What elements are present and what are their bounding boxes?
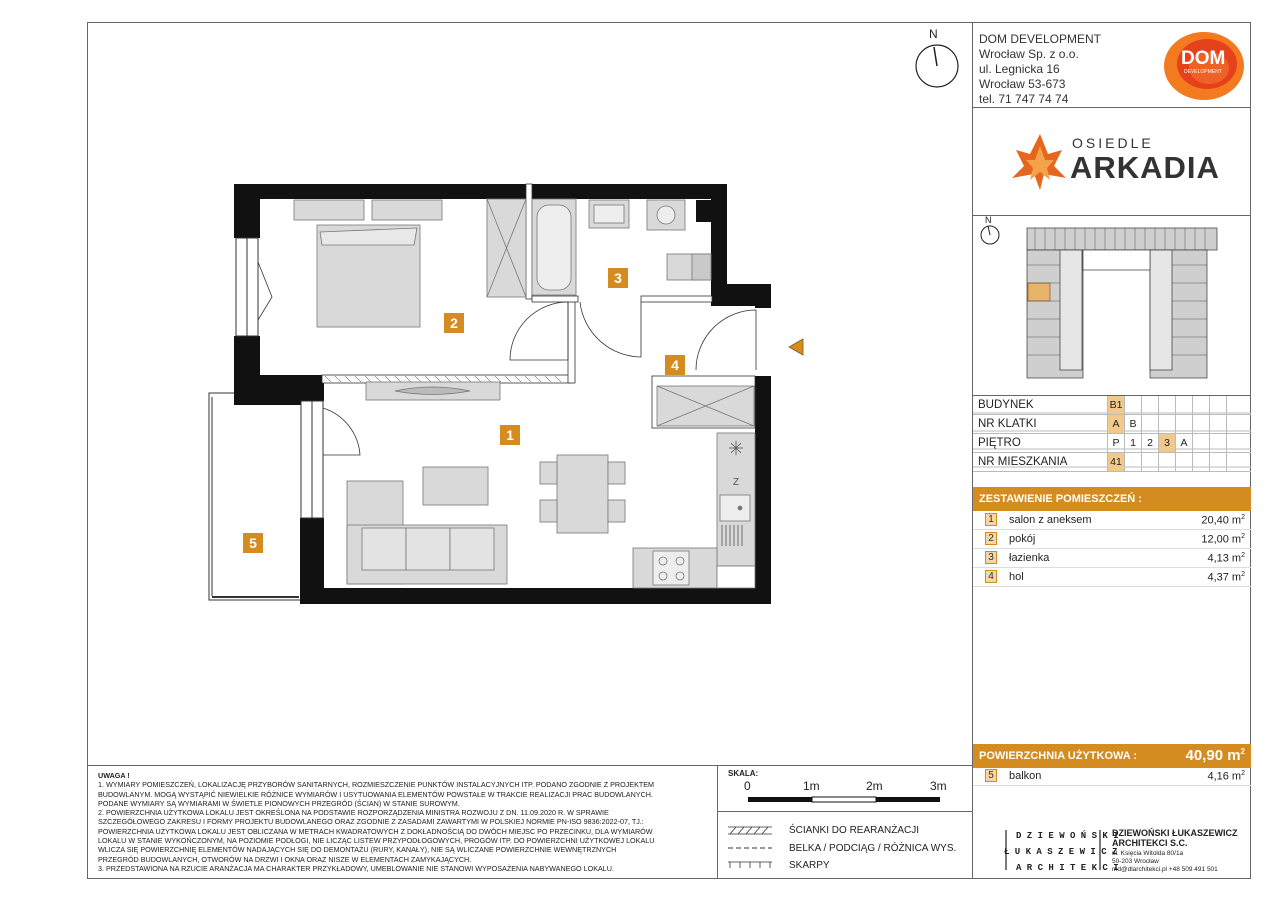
compass-icon	[916, 45, 958, 87]
room-name: pokój	[1009, 533, 1036, 545]
developer-city: Wrocław 53-673	[979, 77, 1066, 91]
room-name: łazienka	[1009, 552, 1050, 564]
architects-address-line: 50-203 Wrocław	[1112, 858, 1159, 865]
note-line: LOKALU W STANIE WYKOŃCZONYM, NA POZIOMIE PODŁOGI, NIE LICZĄC LISTEW PRZYPODŁOGOWYCH, PROGÓW ITP. DO POWIERZCHNI UŻYTKOWEJ LOKALU	[98, 836, 655, 846]
note-line: POWIERZCHNIA UŻYTKOWA LOKALU JEST OBLICZANA W METRACH KWADRATOWYCH Z DOKŁADNOŚCIĄ DO DWÓCH MIEJSC PO PRZECINKU, DLA WYMIARÓW	[98, 826, 653, 836]
property-cell	[1175, 415, 1192, 433]
room-area: 4,37 $m^2$	[1207, 571, 1245, 584]
room-badge-1: 1	[500, 425, 520, 445]
note-line: BUDOWLANYM. MOGĄ WYSTĄPIĆ NIEWIELKIE RÓŻNICE WYMIARÓW I USYTUOWANIA ELEMENTÓW POWSTAŁE W TRAKCIE REALIZACJI PRAC BUDOWLANYCH.	[98, 789, 653, 799]
architects-logo-line-3: A R C H I T E K C I	[1016, 863, 1119, 873]
property-row-budynek	[973, 396, 1251, 415]
property-cell	[1192, 415, 1209, 433]
room-name: hol	[1009, 571, 1024, 583]
property-cell: 1	[1124, 434, 1141, 452]
legend-label: ŚCIANKI DO REARANŻACJI	[789, 825, 920, 836]
room-number: 3	[985, 551, 997, 564]
project-logo	[1010, 132, 1220, 192]
property-cell	[1158, 453, 1175, 471]
property-cell: 3	[1158, 434, 1175, 452]
property-cell	[1141, 415, 1158, 433]
note-line: 1. WYMIARY POMIESZCZEŃ, LOKALIZACJĘ PRZYBORÓW SANITARNYCH, ROZMIESZCZENIE PUNKTÓW INSTALACYJNYCH ITP. PODANO ZGODNIE Z PROJEKTEM	[98, 780, 655, 790]
window-swing	[258, 262, 272, 320]
developer-phone: tel. 71 747 74 74	[979, 92, 1069, 106]
legend-tick-icon	[728, 862, 772, 868]
window	[236, 238, 258, 336]
scale-tick: 3m	[930, 779, 947, 793]
note-line: SZCZEGÓŁOWEGO ZAKRESU I FORMY PROJEKTU BUDOWLANEGO ORAZ ZGODNIE Z ZASADAMI ZAWARTYMI W POLSKIEJ NORMIE PN-ISO 9836:2022-07, TJ.:	[98, 817, 644, 827]
room-number: 2	[985, 532, 997, 545]
property-cell: 41	[1107, 453, 1124, 471]
property-cell	[1175, 453, 1192, 471]
developer-info	[979, 32, 1101, 107]
room-badge-4: 4	[665, 355, 685, 375]
property-cell: B	[1124, 415, 1141, 433]
property-cell: A	[1107, 415, 1124, 433]
property-cell: B1	[1107, 396, 1124, 414]
property-cell	[1192, 434, 1209, 452]
property-cell	[1226, 434, 1243, 452]
scale-title: SKALA:	[728, 769, 759, 778]
architects-logo-line-2: Ł U K A S Z E W I C Z	[1004, 847, 1118, 857]
property-label: BUDYNEK	[978, 399, 1034, 411]
rooms-summary	[973, 511, 1251, 587]
architects-address-line: md@dlarchitekci.pl +48 509 491 501	[1112, 866, 1218, 873]
property-cell	[1158, 415, 1175, 433]
balcony-door	[301, 401, 323, 518]
svg-text:Z: Z	[732, 477, 740, 488]
architects-address	[1112, 850, 1218, 874]
usable-area-value: 40,90 $m^2$	[1185, 747, 1245, 764]
project-name: ARKADIA	[1070, 150, 1220, 185]
dom-logo-sub: DEVELOPMENT	[1184, 69, 1222, 75]
developer-street: ul. Legnicka 16	[979, 62, 1060, 76]
property-cell	[1141, 453, 1158, 471]
property-cell	[1209, 434, 1226, 452]
balcony-row	[973, 767, 1251, 786]
property-cell	[1158, 396, 1175, 414]
dom-logo-text: DOM	[1181, 48, 1226, 69]
note-line: PRZEGRÓD BUDOWLANYCH, OTWORÓW NA DRZWI I OKNA ORAZ NISZE W ELEMENTACH ZAMYKAJĄCYCH.	[98, 854, 472, 864]
room-name: salon z aneksem	[1009, 514, 1092, 526]
scale-tick: 2m	[866, 779, 883, 793]
property-cell	[1226, 415, 1243, 433]
note-line: 3. PRZEDSTAWIONA NA RZUCIE ARANŻACJA MA CHARAKTER PRZYKŁADOWY, UMEBLOWANIE NIE STANOWI WYPOSAŻENIA NABYWANEGO LOKALU.	[98, 863, 614, 873]
arkadia-flame-icon	[1010, 132, 1068, 192]
property-cell: A	[1175, 434, 1192, 452]
property-label: NR KLATKI	[978, 418, 1037, 430]
property-cell	[1209, 396, 1226, 414]
property-cell	[1175, 396, 1192, 414]
notes-block	[98, 771, 710, 873]
architects-name	[1112, 828, 1238, 848]
room-row	[973, 530, 1251, 549]
property-cell	[1209, 415, 1226, 433]
usable-area-label: POWIERZCHNIA UŻYTKOWA :	[979, 750, 1138, 762]
scale-tick: 0	[744, 779, 751, 793]
scale-bar	[748, 797, 940, 802]
room-name: balkon	[1009, 770, 1042, 782]
bed	[294, 200, 442, 327]
room-area: 12,00 $m^2$	[1201, 533, 1245, 546]
property-cell: 2	[1141, 434, 1158, 452]
architects-name-line: ARCHITEKCI S.C.	[1112, 838, 1188, 848]
property-cell	[1124, 453, 1141, 471]
usable-area-bar	[973, 744, 1251, 768]
property-label: PIĘTRO	[978, 437, 1021, 449]
developer-name: DOM DEVELOPMENT	[979, 32, 1102, 46]
bathroom-door-swing	[580, 302, 641, 357]
room-row	[973, 511, 1251, 530]
mini-compass-icon	[981, 226, 999, 244]
room-area: 4,16 $m^2$	[1207, 770, 1245, 783]
entrance-arrow-icon	[789, 339, 803, 355]
room-area: 4,13 $m^2$	[1207, 552, 1245, 565]
note-line: 2. POWIERZCHNIA UŻYTKOWA LOKALU JEST OKREŚLONA NA PODSTAWIE ROZPORZĄDZENIA MINISTRA ROZWOJU Z DN. 11.09.2020 R. W SPRAWIE	[98, 808, 609, 818]
bedroom-door-swing	[510, 302, 568, 360]
room-number: 1	[985, 513, 997, 526]
living-furniture	[347, 382, 625, 584]
property-row-mieszkanie	[973, 453, 1251, 472]
architects-address-line: ul. Księcia Witolda 80/1a	[1112, 850, 1184, 857]
entrance-door-swing	[696, 310, 756, 370]
building-keyplan	[1027, 228, 1217, 378]
legend-label: BELKA / PODCIĄG / RÓŻNICA WYS.	[789, 843, 957, 854]
room-row	[973, 568, 1251, 587]
room-area: 20,40 $m^2$	[1201, 514, 1245, 527]
property-row-klatka	[973, 415, 1251, 434]
property-cell	[1192, 453, 1209, 471]
scale-tick: 1m	[803, 779, 820, 793]
kitchen-counter	[633, 433, 755, 588]
architects-logo	[1004, 830, 1119, 873]
note-line: WLICZA SIĘ POWIERZCHNIĘ ELEMENTÓW NADAJĄCYCH SIĘ DO DEMONTAŻU (RURY, KANAŁY), NIE SĄ WLICZANE POWIERZCHNIE WEWNĘTRZNYCH	[98, 845, 617, 855]
property-cell	[1124, 396, 1141, 414]
balcony	[209, 393, 301, 600]
developer-company: Wrocław Sp. z o.o.	[979, 47, 1079, 61]
compass-label: N	[929, 27, 938, 41]
property-cell: P	[1107, 434, 1124, 452]
room-badge-3: 3	[608, 268, 628, 288]
property-cell	[1192, 396, 1209, 414]
properties-table	[973, 396, 1251, 472]
property-row-pietro	[973, 434, 1251, 453]
architects-name-line: DZIEWOŃSKI ŁUKASZEWICZ	[1112, 828, 1238, 838]
architects-logo-line-1: D Z I E W O Ń S K I	[1016, 831, 1119, 841]
dom-development-logo	[1163, 30, 1245, 102]
project-top-text: OSIEDLE	[1072, 135, 1154, 151]
room-row	[973, 549, 1251, 568]
room-number: 5	[985, 769, 997, 782]
legend-hatch-icon	[728, 827, 772, 834]
property-cell	[1226, 453, 1243, 471]
door-swing	[323, 408, 360, 455]
rooms-summary-header: ZESTAWIENIE POMIESZCZEŃ :	[973, 487, 1251, 511]
property-cell	[1226, 396, 1243, 414]
property-cell	[1141, 396, 1158, 414]
note-line: PODANE WYMIARY SĄ WYMIARAMI W ŚWIETLE PIONOWYCH PRZEGRÓD (ŚCIAN) W STANIE SUROWYM.	[98, 798, 460, 808]
property-label: NR MIESZKANIA	[978, 456, 1068, 468]
mini-compass-label: N	[985, 215, 992, 225]
property-cell	[1209, 453, 1226, 471]
room-badge-5: 5	[243, 533, 263, 553]
bathroom-fixtures	[487, 199, 711, 297]
notes-title: UWAGA !	[98, 771, 130, 780]
room-badge-2: 2	[444, 313, 464, 333]
room-number: 4	[985, 570, 997, 583]
legend-label: SKARPY	[789, 860, 830, 871]
